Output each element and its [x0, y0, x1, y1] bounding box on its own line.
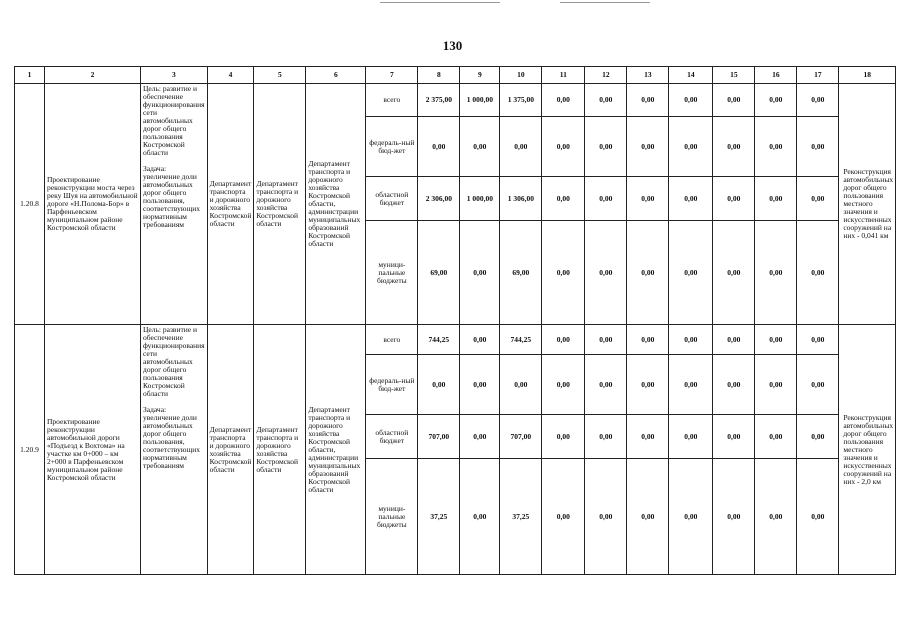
funding-value-cell: 37,25	[418, 459, 460, 575]
column-header: 1	[15, 67, 45, 84]
row-goal-task: Цель: развитие и обеспечение функционирования сети автомобильных дорог общего пользования Костромской области Задача: увеличение доли автомобильных дорог общего пользования, соответствующих нормативным требованиям	[141, 84, 208, 325]
row-code: 1.20.8	[15, 84, 45, 325]
row-responsible-executor: Департамент транспорта и дорожного хозяйства Костромской области	[207, 325, 254, 575]
row-project-name: Проектирование реконструкции автомобильной дороги «Подъезд к Вохтома» на участке км 0+000 – км 2+000 в Парфеньевском муниципальном районе Костромской области	[45, 325, 141, 575]
table-row	[15, 84, 896, 117]
row-expected-result: Реконструкция автомобильных дорог общего пользования местного значения и искусственных сооружений на них - 0,041 км	[839, 84, 896, 325]
funding-value-cell: 1 375,00	[500, 84, 542, 117]
column-header: 12	[585, 67, 627, 84]
funding-value-cell: 0,00	[797, 177, 839, 221]
funding-value-cell: 0,00	[627, 221, 669, 325]
funding-value-cell: 0,00	[542, 117, 585, 177]
funding-value-cell: 0,00	[713, 355, 755, 415]
column-header: 15	[713, 67, 755, 84]
funding-value-cell: 0,00	[585, 415, 627, 459]
column-header: 4	[207, 67, 254, 84]
column-header: 11	[542, 67, 585, 84]
funding-value-cell: 0,00	[460, 415, 500, 459]
column-header: 16	[755, 67, 797, 84]
funding-source-label: муници-пальные бюджеты	[366, 459, 418, 575]
funding-value-cell: 0,00	[418, 117, 460, 177]
funding-value-cell: 37,25	[500, 459, 542, 575]
funding-value-cell: 1 000,00	[460, 177, 500, 221]
funding-value-cell: 69,00	[418, 221, 460, 325]
funding-value-cell: 0,00	[797, 117, 839, 177]
funding-value-cell: 0,00	[669, 177, 713, 221]
funding-value-cell: 0,00	[713, 459, 755, 575]
funding-value-cell: 0,00	[797, 84, 839, 117]
funding-value-cell: 0,00	[797, 221, 839, 325]
column-header: 17	[797, 67, 839, 84]
funding-value-cell: 0,00	[627, 459, 669, 575]
column-header: 8	[418, 67, 460, 84]
funding-value-cell: 0,00	[755, 325, 797, 355]
row-participants: Департамент транспорта и дорожного хозяйства Костромской области, администрации муниципальных образований Костромской области	[306, 84, 366, 325]
funding-value-cell: 0,00	[627, 415, 669, 459]
funding-value-cell: 0,00	[669, 415, 713, 459]
row-coexecutor: Департамент транспорта и дорожного хозяйства Костромской области	[254, 325, 306, 575]
funding-value-cell: 0,00	[542, 177, 585, 221]
funding-value-cell: 0,00	[542, 325, 585, 355]
funding-value-cell: 0,00	[755, 459, 797, 575]
funding-value-cell: 0,00	[755, 117, 797, 177]
funding-value-cell: 0,00	[713, 117, 755, 177]
funding-value-cell: 0,00	[669, 117, 713, 177]
column-header: 18	[839, 67, 896, 84]
scan-edge-line	[560, 2, 650, 3]
funding-value-cell: 0,00	[713, 415, 755, 459]
column-header: 2	[45, 67, 141, 84]
column-header: 13	[627, 67, 669, 84]
funding-value-cell: 2 306,00	[418, 177, 460, 221]
funding-value-cell: 744,25	[418, 325, 460, 355]
funding-value-cell: 0,00	[797, 355, 839, 415]
funding-source-label: всего	[366, 325, 418, 355]
funding-value-cell: 0,00	[797, 415, 839, 459]
funding-value-cell: 0,00	[460, 355, 500, 415]
funding-value-cell: 0,00	[713, 177, 755, 221]
funding-value-cell: 0,00	[627, 325, 669, 355]
funding-value-cell: 2 375,00	[418, 84, 460, 117]
funding-value-cell: 0,00	[755, 221, 797, 325]
funding-value-cell: 0,00	[755, 355, 797, 415]
funding-value-cell: 69,00	[500, 221, 542, 325]
funding-value-cell: 0,00	[713, 325, 755, 355]
funding-value-cell: 0,00	[627, 84, 669, 117]
funding-value-cell: 0,00	[713, 84, 755, 117]
funding-value-cell: 0,00	[669, 325, 713, 355]
funding-value-cell: 0,00	[669, 459, 713, 575]
column-header: 9	[460, 67, 500, 84]
funding-value-cell: 1 306,00	[500, 177, 542, 221]
funding-value-cell: 0,00	[460, 459, 500, 575]
header-row	[15, 67, 896, 84]
funding-value-cell: 0,00	[542, 84, 585, 117]
funding-value-cell: 0,00	[755, 177, 797, 221]
row-goal-task: Цель: развитие и обеспечение функционирования сети автомобильных дорог общего пользования Костромской области Задача: увеличение доли автомобильных дорог общего пользования, соответствующих нормативным требованиям	[141, 325, 208, 575]
funding-value-cell: 707,00	[500, 415, 542, 459]
funding-source-label: областной бюджет	[366, 415, 418, 459]
funding-value-cell: 0,00	[542, 459, 585, 575]
funding-value-cell: 0,00	[585, 84, 627, 117]
funding-value-cell: 0,00	[669, 355, 713, 415]
funding-source-label: федераль-ный бюд-жет	[366, 117, 418, 177]
funding-value-cell: 0,00	[585, 459, 627, 575]
funding-value-cell: 744,25	[500, 325, 542, 355]
funding-value-cell: 0,00	[585, 325, 627, 355]
funding-value-cell: 0,00	[669, 221, 713, 325]
funding-value-cell: 0,00	[585, 355, 627, 415]
funding-value-cell: 0,00	[585, 117, 627, 177]
funding-value-cell: 0,00	[500, 117, 542, 177]
funding-value-cell: 0,00	[460, 221, 500, 325]
funding-value-cell: 0,00	[755, 415, 797, 459]
column-header: 5	[254, 67, 306, 84]
column-header: 14	[669, 67, 713, 84]
funding-value-cell: 0,00	[542, 221, 585, 325]
funding-value-cell: 1 000,00	[460, 84, 500, 117]
column-header: 3	[141, 67, 208, 84]
funding-value-cell: 0,00	[585, 177, 627, 221]
row-coexecutor: Департамент транспорта и дорожного хозяйства Костромской области	[254, 84, 306, 325]
funding-value-cell: 0,00	[627, 177, 669, 221]
row-code: 1.20.9	[15, 325, 45, 575]
row-expected-result: Реконструкция автомобильных дорог общего пользования местного значения и искусственных сооружений на них - 2,0 км	[839, 325, 896, 575]
funding-value-cell: 707,00	[418, 415, 460, 459]
funding-value-cell: 0,00	[669, 84, 713, 117]
funding-value-cell: 0,00	[797, 325, 839, 355]
column-header: 6	[306, 67, 366, 84]
funding-value-cell: 0,00	[755, 84, 797, 117]
funding-value-cell: 0,00	[585, 221, 627, 325]
funding-value-cell: 0,00	[797, 459, 839, 575]
scan-edge-line	[380, 2, 500, 3]
page-number: 130	[442, 38, 463, 53]
funding-source-label: областной бюджет	[366, 177, 418, 221]
column-header: 10	[500, 67, 542, 84]
funding-value-cell: 0,00	[542, 355, 585, 415]
funding-value-cell: 0,00	[627, 117, 669, 177]
funding-value-cell: 0,00	[627, 355, 669, 415]
funding-source-label: муници-пальные бюджеты	[366, 221, 418, 325]
column-header: 7	[366, 67, 418, 84]
funding-source-label: федераль-ный бюд-жет	[366, 355, 418, 415]
funding-value-cell: 0,00	[713, 221, 755, 325]
funding-value-cell: 0,00	[418, 355, 460, 415]
program-table	[14, 66, 896, 575]
funding-value-cell: 0,00	[460, 325, 500, 355]
funding-source-label: всего	[366, 84, 418, 117]
row-project-name: Проектирование реконструкции моста через реку Шуя на автомобильной дороге «Н.Полома-Бор» в Парфеньевском муниципальном районе Костромской области	[45, 84, 141, 325]
row-responsible-executor: Департамент транспорта и дорожного хозяйства Костромской области	[207, 84, 254, 325]
funding-value-cell: 0,00	[542, 415, 585, 459]
row-participants: Департамент транспорта и дорожного хозяйства Костромской области, администрации муниципальных образований Костромской области	[306, 325, 366, 575]
funding-value-cell: 0,00	[500, 355, 542, 415]
table-row	[15, 325, 896, 355]
funding-value-cell: 0,00	[460, 117, 500, 177]
